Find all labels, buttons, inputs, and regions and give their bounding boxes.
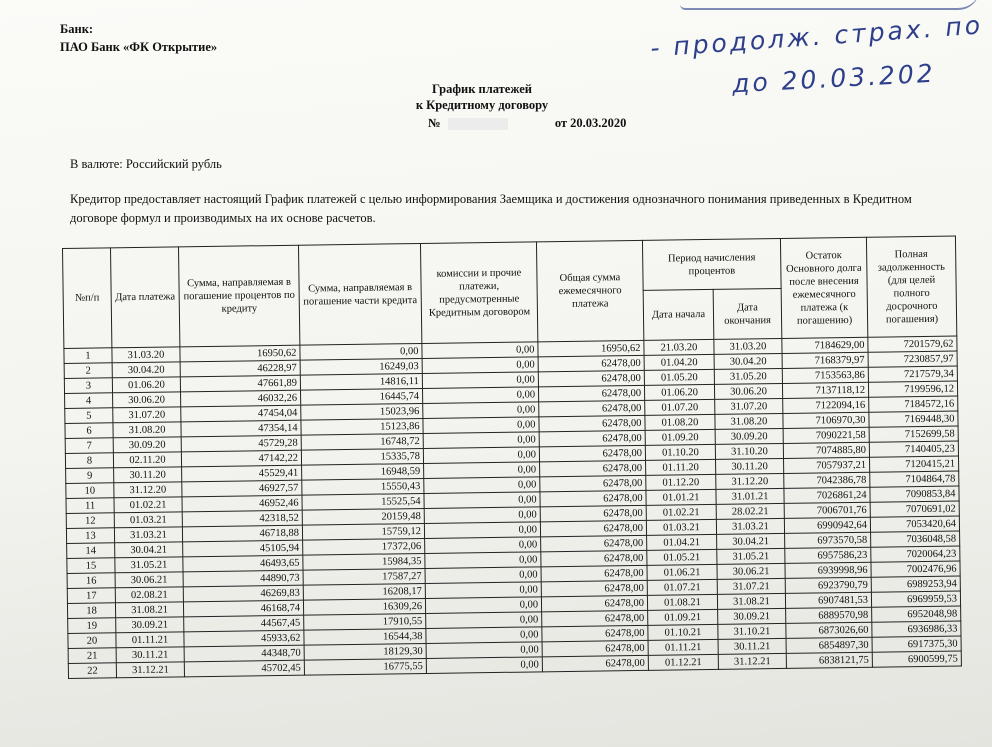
row-num-cell: 10 (66, 483, 114, 499)
document-subtitle: к Кредитному договору (415, 98, 549, 112)
period-end-cell: 31.07.21 (717, 578, 785, 594)
period-end-cell: 31.05.20 (714, 368, 782, 384)
full-debt-cell: 7201579,62 (868, 336, 957, 352)
header-interest: Сумма, направляемая в погашение процентов по кредиту (178, 245, 299, 347)
principal-amount-cell: 15123,86 (301, 418, 423, 435)
payment-date-cell: 02.08.21 (115, 587, 183, 603)
interest-amount-cell: 44890,73 (183, 570, 303, 587)
period-start-cell: 01.09.20 (645, 429, 715, 445)
period-end-cell: 31.10.20 (715, 443, 783, 459)
period-end-cell: 31.12.20 (716, 473, 784, 489)
payment-date-cell: 30.11.21 (116, 647, 184, 663)
period-start-cell: 01.10.20 (645, 444, 715, 460)
period-end-cell: 30.04.21 (717, 533, 785, 549)
fees-amount-cell: 0,00 (423, 417, 539, 434)
principal-balance-cell: 7184629,00 (782, 337, 868, 353)
total-payment-cell: 62478,00 (542, 625, 648, 641)
header-total: Общая сумма ежемесячного платежа (536, 240, 643, 341)
interest-amount-cell: 45702,45 (184, 660, 304, 677)
total-payment-cell: 62478,00 (540, 505, 646, 521)
period-start-cell: 01.07.20 (645, 399, 715, 415)
interest-amount-cell: 47354,14 (181, 420, 301, 437)
principal-amount-cell: 16249,03 (300, 358, 422, 375)
fees-amount-cell: 0,00 (422, 342, 538, 359)
full-debt-cell: 7020064,23 (871, 546, 960, 562)
period-start-cell: 21.03.20 (644, 339, 714, 355)
principal-balance-cell: 6907481,53 (785, 592, 871, 608)
period-start-cell: 01.03.21 (646, 519, 716, 535)
period-end-cell: 30.06.20 (714, 383, 782, 399)
interest-amount-cell: 44348,70 (184, 645, 304, 662)
period-end-cell: 31.08.20 (715, 413, 783, 429)
principal-amount-cell: 15335,78 (301, 448, 423, 465)
period-end-cell: 30.11.21 (718, 638, 786, 654)
full-debt-cell: 7217579,34 (868, 366, 957, 382)
interest-amount-cell: 47142,22 (181, 450, 301, 467)
period-end-cell: 31.03.20 (714, 338, 782, 354)
principal-balance-cell: 6923790,79 (785, 577, 871, 593)
header-balance: Остаток Основного долга после внесения ежемесячного платежа (к погашению) (780, 237, 867, 338)
row-num-cell: 3 (64, 378, 112, 394)
row-num-cell: 20 (68, 633, 116, 649)
principal-balance-cell: 6889570,98 (786, 607, 872, 623)
payment-date-cell: 30.06.20 (113, 392, 181, 408)
principal-amount-cell: 17910,55 (304, 613, 426, 630)
row-num-cell: 9 (66, 468, 114, 484)
principal-amount-cell: 16948,59 (302, 463, 424, 480)
fees-amount-cell: 0,00 (426, 642, 542, 659)
principal-amount-cell: 15984,35 (303, 553, 425, 570)
total-payment-cell: 62478,00 (538, 355, 644, 371)
interest-amount-cell: 46228,97 (180, 360, 300, 377)
total-payment-cell: 62478,00 (541, 535, 647, 551)
period-end-cell: 31.05.21 (717, 548, 785, 564)
interest-amount-cell: 45529,41 (182, 465, 302, 482)
document-title: График платежей (431, 82, 533, 96)
contract-date: от 20.03.2020 (554, 116, 627, 130)
total-payment-cell: 62478,00 (541, 565, 647, 581)
payment-date-cell: 30.04.21 (115, 542, 183, 558)
payment-date-cell: 31.03.20 (112, 347, 180, 363)
row-num-cell: 11 (66, 498, 114, 514)
period-start-cell: 01.12.21 (648, 654, 718, 670)
full-debt-cell: 7120415,21 (870, 456, 959, 472)
fees-amount-cell: 0,00 (425, 597, 541, 614)
principal-amount-cell: 17372,06 (303, 538, 425, 555)
interest-amount-cell: 46168,74 (183, 600, 303, 617)
principal-amount-cell: 16748,72 (301, 433, 423, 450)
payment-date-cell: 01.03.21 (114, 512, 182, 528)
period-start-cell: 01.06.21 (647, 564, 717, 580)
contract-number-line (428, 116, 626, 131)
full-debt-cell: 7169448,30 (869, 411, 958, 427)
payment-schedule-table-wrapper (62, 236, 962, 679)
total-payment-cell: 62478,00 (538, 385, 644, 401)
principal-amount-cell: 20159,48 (302, 508, 424, 525)
period-end-cell: 31.07.20 (715, 398, 783, 414)
period-end-cell: 28.02.21 (716, 503, 784, 519)
payment-date-cell: 31.05.21 (115, 557, 183, 573)
bank-label: Банк: (60, 22, 94, 36)
fees-amount-cell: 0,00 (425, 567, 541, 584)
principal-amount-cell: 16309,26 (303, 598, 425, 615)
principal-amount-cell: 17587,27 (303, 568, 425, 585)
row-num-cell: 6 (65, 423, 113, 439)
full-debt-cell: 7090853,84 (870, 486, 959, 502)
principal-balance-cell: 6873026,60 (786, 622, 872, 638)
period-end-cell: 30.09.20 (715, 428, 783, 444)
row-num-cell: 17 (67, 588, 115, 604)
period-end-cell: 30.06.21 (717, 563, 785, 579)
full-debt-cell: 7152699,58 (869, 426, 958, 442)
row-num-cell: 22 (68, 663, 116, 679)
full-debt-cell: 7036048,58 (871, 531, 960, 547)
intro-paragraph: Кредитор предоставляет настоящий График платежей с целью информирования Заемщика и достижения однозначного понимания приведенных в Кредитном договоре формул и производимых на их основе расчетов. (70, 192, 912, 225)
period-start-cell: 01.12.20 (646, 474, 716, 490)
total-payment-cell: 62478,00 (542, 655, 648, 671)
full-debt-cell: 7053420,64 (870, 516, 959, 532)
header-full-debt: Полная задолженность (для целей полного досрочного погашения) (866, 236, 956, 337)
total-payment-cell: 62478,00 (542, 640, 648, 656)
principal-balance-cell: 6990942,64 (784, 517, 870, 533)
principal-balance-cell: 6957586,23 (785, 547, 871, 563)
fees-amount-cell: 0,00 (424, 492, 540, 509)
full-debt-cell: 7230857,97 (868, 351, 957, 367)
payment-date-cell: 31.12.20 (114, 482, 182, 498)
period-start-cell: 01.06.20 (644, 384, 714, 400)
total-payment-cell: 62478,00 (541, 580, 647, 596)
full-debt-cell: 7140405,23 (869, 441, 958, 457)
payment-date-cell: 30.09.20 (113, 437, 181, 453)
payment-date-cell: 30.11.20 (114, 467, 182, 483)
payment-date-cell: 31.08.20 (113, 422, 181, 438)
principal-balance-cell: 7042386,78 (784, 472, 870, 488)
header-period-end: Дата окончания (713, 288, 782, 339)
period-start-cell: 01.09.21 (648, 609, 718, 625)
row-num-cell: 21 (68, 648, 116, 664)
handwritten-note-line1: - продолж. страх. по (649, 10, 984, 63)
payment-date-cell: 01.02.21 (114, 497, 182, 513)
payment-date-cell: 01.11.21 (116, 632, 184, 648)
period-start-cell: 01.10.21 (648, 624, 718, 640)
period-start-cell: 01.02.21 (646, 504, 716, 520)
interest-amount-cell: 46269,83 (183, 585, 303, 602)
fees-amount-cell: 0,00 (424, 477, 540, 494)
principal-amount-cell: 15023,96 (301, 403, 423, 420)
principal-balance-cell: 7168379,97 (782, 352, 868, 368)
header-fees: комиссии и прочие платежи, предусмотренные Кредитным договором (420, 242, 537, 344)
total-payment-cell: 62478,00 (539, 445, 645, 461)
fees-amount-cell: 0,00 (424, 507, 540, 524)
bank-name: ПАО Банк «ФК Открытие» (60, 40, 218, 54)
period-start-cell: 01.07.21 (647, 579, 717, 595)
payment-date-cell: 31.08.21 (115, 602, 183, 618)
fees-amount-cell: 0,00 (423, 432, 539, 449)
row-num-cell: 14 (67, 543, 115, 559)
row-num-cell: 16 (67, 573, 115, 589)
period-end-cell: 30.09.21 (718, 608, 786, 624)
interest-amount-cell: 44567,45 (184, 615, 304, 632)
period-start-cell: 01.08.21 (647, 594, 717, 610)
period-start-cell: 01.05.21 (647, 549, 717, 565)
principal-amount-cell: 18129,30 (304, 643, 426, 660)
period-start-cell: 01.04.21 (647, 534, 717, 550)
total-payment-cell: 62478,00 (542, 610, 648, 626)
full-debt-cell: 6917375,30 (872, 636, 961, 652)
principal-amount-cell: 16775,55 (304, 658, 426, 675)
full-debt-cell: 7199596,12 (868, 381, 957, 397)
principal-balance-cell: 7153563,86 (782, 367, 868, 383)
total-payment-cell: 62478,00 (540, 475, 646, 491)
total-payment-cell: 62478,00 (540, 490, 646, 506)
full-debt-cell: 6936986,33 (872, 621, 961, 637)
principal-balance-cell: 7106970,30 (783, 412, 869, 428)
row-num-cell: 7 (65, 438, 113, 454)
row-num-cell: 12 (66, 513, 114, 529)
total-payment-cell: 62478,00 (539, 430, 645, 446)
full-debt-cell: 7184572,16 (869, 396, 958, 412)
period-start-cell: 01.04.20 (644, 354, 714, 370)
principal-amount-cell: 15759,12 (302, 523, 424, 540)
period-start-cell: 01.08.20 (645, 414, 715, 430)
principal-balance-cell: 6939998,96 (785, 562, 871, 578)
principal-amount-cell: 15550,43 (302, 478, 424, 495)
row-num-cell: 8 (65, 453, 113, 469)
fees-amount-cell: 0,00 (422, 357, 538, 374)
fees-amount-cell: 0,00 (423, 402, 539, 419)
principal-balance-cell: 7057937,21 (784, 457, 870, 473)
period-end-cell: 31.03.21 (716, 518, 784, 534)
row-num-cell: 5 (65, 408, 113, 424)
period-end-cell: 31.08.21 (717, 593, 785, 609)
principal-amount-cell: 16544,38 (304, 628, 426, 645)
total-payment-cell: 62478,00 (540, 460, 646, 476)
payment-date-cell: 31.03.21 (114, 527, 182, 543)
interest-amount-cell: 46493,65 (183, 555, 303, 572)
fees-amount-cell: 0,00 (422, 372, 538, 389)
payment-date-cell: 31.12.21 (116, 662, 184, 678)
fees-amount-cell: 0,00 (424, 462, 540, 479)
principal-balance-cell: 7137118,12 (782, 382, 868, 398)
header-principal: Сумма, направляемая в погашение части кредита (298, 243, 421, 345)
period-end-cell: 31.10.21 (718, 623, 786, 639)
principal-amount-cell: 16445,74 (301, 388, 423, 405)
principal-balance-cell: 7074885,80 (783, 442, 869, 458)
period-start-cell: 01.11.21 (648, 639, 718, 655)
fees-amount-cell: 0,00 (422, 387, 538, 404)
full-debt-cell: 6989253,94 (871, 576, 960, 592)
full-debt-cell: 6952048,98 (872, 606, 961, 622)
payment-date-cell: 02.11.20 (113, 452, 181, 468)
period-end-cell: 31.01.21 (716, 488, 784, 504)
full-debt-cell: 7104864,78 (870, 471, 959, 487)
principal-balance-cell: 7026861,24 (784, 487, 870, 503)
principal-amount-cell: 14816,11 (300, 373, 422, 390)
interest-amount-cell: 42318,52 (182, 510, 302, 527)
principal-balance-cell: 6838121,75 (786, 652, 872, 668)
full-debt-cell: 6969959,53 (871, 591, 960, 607)
total-payment-cell: 62478,00 (539, 415, 645, 431)
principal-amount-cell: 15525,54 (302, 493, 424, 510)
currency-line: В валюте: Российский рубль (70, 157, 222, 171)
header-num: №п/п (63, 248, 112, 349)
period-start-cell: 01.11.20 (646, 459, 716, 475)
full-debt-cell: 6900599,75 (872, 651, 961, 667)
payment-date-cell: 30.09.21 (116, 617, 184, 633)
fees-amount-cell: 0,00 (423, 447, 539, 464)
payment-schedule-table (62, 236, 962, 679)
interest-amount-cell: 47454,04 (181, 405, 301, 422)
interest-amount-cell: 45933,62 (184, 630, 304, 647)
fees-amount-cell: 0,00 (425, 537, 541, 554)
header-period-start: Дата начала (643, 289, 714, 340)
handwriting-stroke (680, 0, 980, 10)
principal-balance-cell: 7006701,76 (784, 502, 870, 518)
principal-amount-cell: 16208,17 (303, 583, 425, 600)
period-end-cell: 30.11.20 (716, 458, 784, 474)
row-num-cell: 18 (67, 603, 115, 619)
interest-amount-cell: 46032,26 (181, 390, 301, 407)
fees-amount-cell: 0,00 (425, 582, 541, 599)
interest-amount-cell: 46718,88 (182, 525, 302, 542)
payment-date-cell: 30.04.20 (112, 362, 180, 378)
interest-amount-cell: 46927,57 (182, 480, 302, 497)
row-num-cell: 1 (64, 348, 112, 364)
interest-amount-cell: 45105,94 (183, 540, 303, 557)
period-end-cell: 30.04.20 (714, 353, 782, 369)
row-num-cell: 19 (68, 618, 116, 634)
total-payment-cell: 62478,00 (541, 595, 647, 611)
full-debt-cell: 7070691,02 (870, 501, 959, 517)
principal-balance-cell: 7122094,16 (783, 397, 869, 413)
period-end-cell: 31.12.21 (718, 653, 786, 669)
period-start-cell: 01.01.21 (646, 489, 716, 505)
contract-number-prefix: № (428, 116, 441, 130)
redacted-contract-number (448, 118, 508, 130)
total-payment-cell: 62478,00 (541, 550, 647, 566)
row-num-cell: 13 (66, 528, 114, 544)
total-payment-cell: 62478,00 (538, 370, 644, 386)
principal-balance-cell: 6854897,30 (786, 637, 872, 653)
interest-amount-cell: 47661,89 (180, 375, 300, 392)
interest-amount-cell: 46952,46 (182, 495, 302, 512)
principal-amount-cell: 0,00 (300, 343, 422, 360)
fees-amount-cell: 0,00 (426, 657, 542, 674)
principal-balance-cell: 7090221,58 (783, 427, 869, 443)
total-payment-cell: 62478,00 (539, 400, 645, 416)
header-date: Дата платежа (111, 247, 180, 348)
row-num-cell: 15 (67, 558, 115, 574)
payment-date-cell: 30.06.21 (115, 572, 183, 588)
payment-date-cell: 01.06.20 (112, 377, 180, 393)
handwritten-note-line2: до 20.03.202 (731, 58, 937, 99)
total-payment-cell: 62478,00 (540, 520, 646, 536)
payment-date-cell: 31.07.20 (113, 407, 181, 423)
interest-amount-cell: 45729,28 (181, 435, 301, 452)
fees-amount-cell: 0,00 (426, 627, 542, 644)
fees-amount-cell: 0,00 (426, 612, 542, 629)
period-start-cell: 01.05.20 (644, 369, 714, 385)
row-num-cell: 2 (64, 363, 112, 379)
full-debt-cell: 7002476,96 (871, 561, 960, 577)
interest-amount-cell: 16950,62 (180, 345, 300, 362)
row-num-cell: 4 (65, 393, 113, 409)
total-payment-cell: 16950,62 (538, 340, 644, 356)
fees-amount-cell: 0,00 (424, 522, 540, 539)
fees-amount-cell: 0,00 (425, 552, 541, 569)
principal-balance-cell: 6973570,58 (785, 532, 871, 548)
header-period: Период начисления процентов (642, 238, 781, 290)
